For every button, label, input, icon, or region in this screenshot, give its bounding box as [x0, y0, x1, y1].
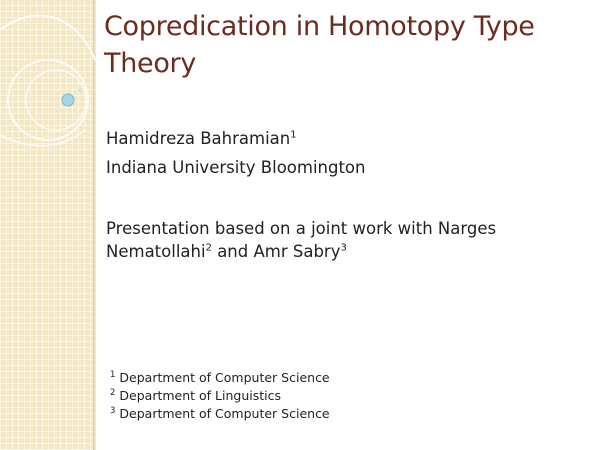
author-marker: 1: [290, 129, 297, 141]
presentation-text-2: and Amr Sabry: [211, 242, 341, 261]
author-name: Hamidreza Bahramian: [106, 129, 291, 148]
accent-dot-icon: [78, 88, 82, 92]
coauthor-1-marker: 2: [205, 242, 212, 254]
swirl-ring-large: [8, 60, 88, 140]
footnote-item: [110, 387, 510, 405]
footnote-marker: 1: [110, 369, 116, 380]
slide-title: Copredication in Homotopy Type Theory: [104, 11, 535, 79]
swirl-ring-small: [26, 70, 86, 130]
footnote-text: Department of Linguistics: [119, 388, 282, 403]
footnote-marker: 2: [110, 387, 116, 398]
affiliation: Indiana University Bloomington: [106, 158, 366, 177]
footnote-text: Department of Computer Science: [119, 406, 330, 421]
author-line: [106, 127, 576, 150]
footnote-item: [110, 369, 510, 387]
presentation-note: [106, 217, 576, 263]
footnotes: [110, 369, 510, 423]
footnote-marker: 3: [110, 405, 116, 416]
accent-circle-icon: [62, 94, 74, 106]
footnote-item: [110, 405, 510, 423]
coauthor-2-marker: 3: [340, 242, 347, 254]
presentation-text-1: Presentation based on a joint work with Narges Nematollahi: [106, 219, 497, 261]
swirl-arc-top: [0, 16, 95, 60]
footnote-text: Department of Computer Science: [119, 370, 330, 385]
decorative-swirl-graphic: [0, 0, 120, 160]
